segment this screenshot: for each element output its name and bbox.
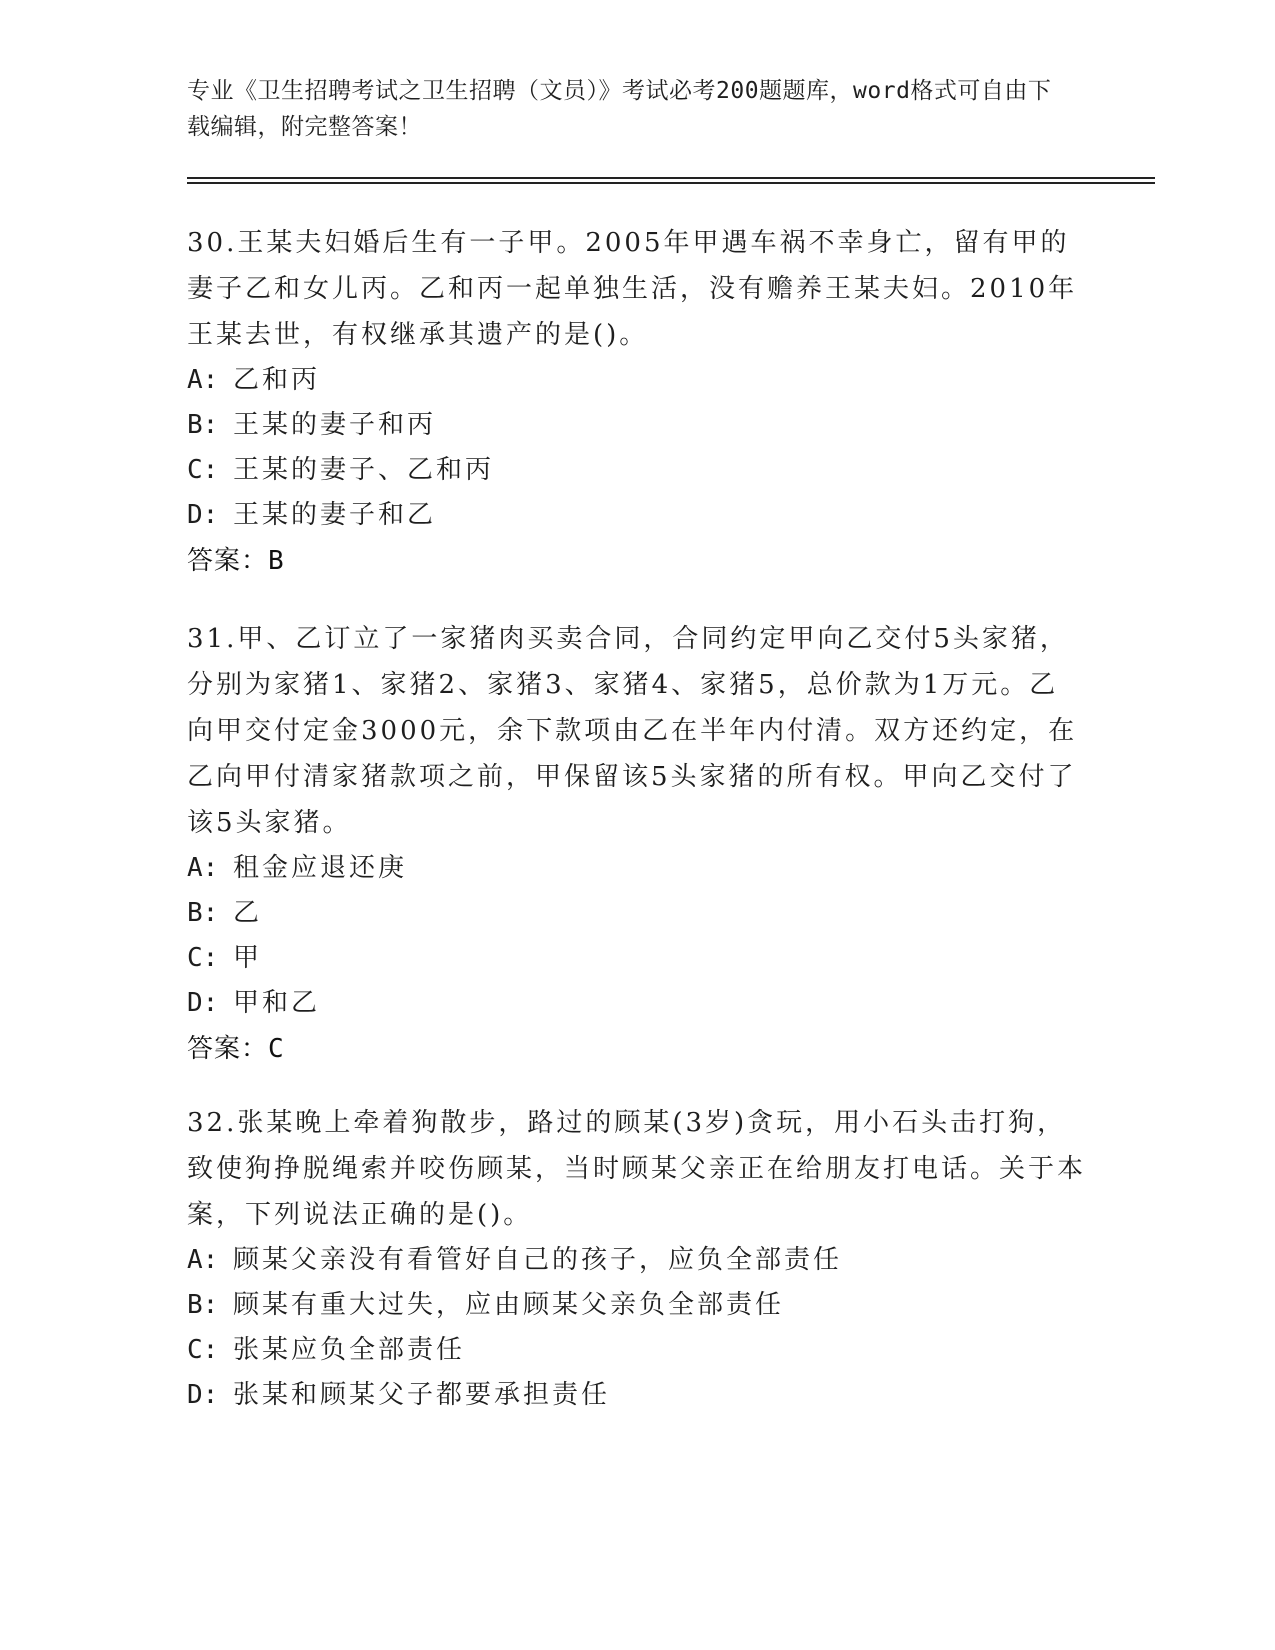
option-a (187, 846, 1087, 891)
option-text: 乙和丙 (233, 365, 321, 395)
option-text: 王某的妻子、乙和丙 (233, 455, 495, 485)
option-c (187, 448, 1087, 493)
option-text: 王某的妻子和丙 (233, 410, 437, 440)
answer-line (187, 538, 1087, 584)
option-key: D: (187, 1380, 219, 1410)
option-key: C: (187, 1335, 219, 1365)
option-text: 甲 (233, 943, 263, 973)
option-d (187, 493, 1087, 538)
option-b (187, 891, 1087, 936)
header-divider-top (187, 177, 1155, 179)
option-c (187, 936, 1087, 981)
answer-label: 答案： (187, 1034, 269, 1064)
option-text: 王某的妻子和乙 (233, 500, 437, 530)
option-a (187, 358, 1087, 403)
option-key: B: (187, 1290, 219, 1320)
option-text: 张某和顾某父子都要承担责任 (233, 1380, 611, 1410)
option-text: 张某应负全部责任 (233, 1335, 466, 1365)
option-key: C: (187, 943, 219, 973)
answer-value: C (268, 1034, 285, 1064)
option-key: A: (187, 1245, 219, 1275)
option-text: 顾某父亲没有看管好自己的孩子，应负全部责任 (233, 1245, 843, 1275)
option-c (187, 1328, 1087, 1373)
option-text: 顾某有重大过失，应由顾某父亲负全部责任 (233, 1290, 785, 1320)
option-key: A: (187, 853, 219, 883)
question-31 (187, 616, 1087, 1072)
option-key: D: (187, 500, 219, 530)
header-divider-bottom (187, 182, 1155, 184)
option-key: C: (187, 455, 219, 485)
option-text: 乙 (233, 898, 263, 928)
answer-line (187, 1026, 1087, 1072)
option-text: 甲和乙 (233, 988, 321, 1018)
document-header (187, 73, 1067, 145)
option-a (187, 1238, 1087, 1283)
answer-value: B (268, 546, 285, 576)
question-32 (187, 1100, 1087, 1418)
option-key: A: (187, 365, 219, 395)
option-d (187, 1373, 1087, 1418)
option-key: B: (187, 410, 219, 440)
question-30 (187, 220, 1087, 584)
question-text: 31.甲、乙订立了一家猪肉买卖合同，合同约定甲向乙交付5头家猪，分别为家猪1、家猪2、家猪3、家猪4、家猪5，总价款为1万元。乙向甲交付定金3000元，余下款项由乙在半年内付清。双方还约定，在乙向甲付清家猪款项之前，甲保留该5头家猪的所有权。甲向乙交付了该5头家猪。 (187, 624, 1078, 838)
option-d (187, 981, 1087, 1026)
header-title: 专业《卫生招聘考试之卫生招聘（文员）》考试必考200题题库，word格式可自由下载编辑，附完整答案！ (187, 78, 1052, 140)
question-text: 32.张某晚上牵着狗散步，路过的顾某(3岁)贪玩，用小石头击打狗，致使狗挣脱绳索并咬伤顾某，当时顾某父亲正在给朋友打电话。关于本案，下列说法正确的是()。 (187, 1108, 1087, 1230)
option-b (187, 1283, 1087, 1328)
option-key: D: (187, 988, 219, 1018)
answer-label: 答案： (187, 546, 269, 576)
option-key: B: (187, 898, 219, 928)
option-text: 租金应退还庚 (233, 853, 408, 883)
option-b (187, 403, 1087, 448)
question-text: 30.王某夫妇婚后生有一子甲。2005年甲遇车祸不幸身亡，留有甲的妻子乙和女儿丙。乙和丙一起单独生活，没有赡养王某夫妇。2010年王某去世，有权继承其遗产的是()。 (187, 228, 1078, 350)
